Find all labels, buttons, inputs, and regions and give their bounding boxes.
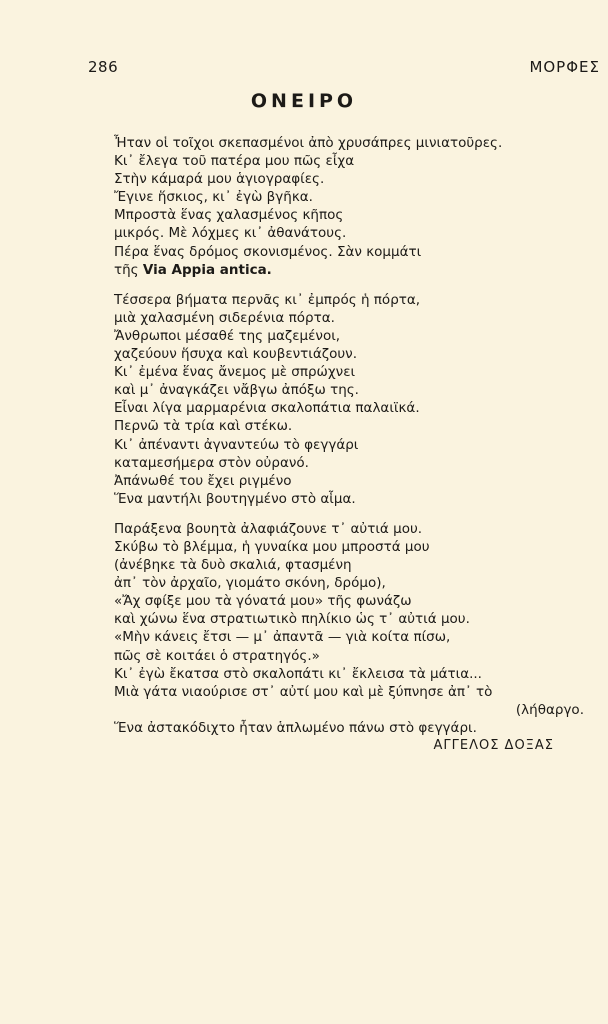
poem-line: Σκύβω τὸ βλέμμα, ἡ γυναίκα μου μπροστά μου: [114, 538, 430, 555]
poem-line: Παράξενα βουητὰ ἀλαφιάζουνε τ᾿ αὐτιά μου.: [114, 520, 423, 537]
stanza-1: [114, 134, 584, 279]
poem-line: Ἔγινε ἥσκιος, κι᾿ ἐγὼ βγῆκα.: [114, 189, 313, 206]
poem-line: «Ἄχ σφίξε μου τὰ γόνατά μου» τῆς φωνάζω: [114, 593, 412, 610]
via-appia-bold: Via Appia antica.: [142, 261, 272, 278]
poem-line: μιὰ χαλασμένη σιδερένια πόρτα.: [114, 309, 335, 326]
poem-line: Ἀπάνωθέ του ἔχει ριγμένο: [114, 472, 292, 489]
poem-line: Μπροστὰ ἕνας χαλασμένος κῆπος: [114, 207, 344, 224]
poem-line: μικρός. Μὲ λόχμες κι᾿ ἀθανάτους.: [114, 225, 347, 242]
poem-line: «Μὴν κάνεις ἔτσι — μ᾿ ἀπαντᾶ — γιὰ κοίτα πίσω,: [114, 629, 451, 646]
poem-line-continuation: (λήθαργο.: [515, 701, 584, 718]
poem-line: Κι᾿ ἐμένα ἕνας ἄνεμος μὲ σπρώχνει: [114, 364, 356, 381]
poem-line: (ἀνέβηκε τὰ δυὸ σκαλιά, φτασμένη: [114, 557, 352, 574]
poem-line: χαζεύουν ἥσυχα καὶ κουβεντιάζουν.: [114, 346, 357, 363]
poem-line: Πέρα ἕνας δρόμος σκονισμένος. Σὰν κομμάτι: [114, 243, 422, 260]
poem-line: Ἦταν οἱ τοῖχοι σκεπασμένοι ἀπὸ χρυσάπρες μινιατοῦρες.: [114, 135, 503, 151]
poem-line: [114, 261, 584, 279]
poem-line: Κι᾿ ἔλεγα τοῦ πατέρα μου πῶς εἶχα: [114, 153, 355, 170]
poem-line: Τέσσερα βήματα περνᾶς κι᾿ ἐμπρός ἡ πόρτα,: [114, 291, 421, 308]
running-head: ΜΟΡΦΕΣ: [529, 58, 600, 76]
poem-line: Ἄνθρωποι μέσαθέ της μαζεμένοι,: [114, 327, 341, 344]
poem-line: Στὴν κάμαρά μου ἁγιογραφίες.: [114, 171, 325, 188]
poem-line: πῶς σὲ κοιτάει ὁ στρατηγός.»: [114, 647, 320, 664]
poem-line: Ἕνα ἀστακόδιχτο ἦταν ἁπλωμένο πάνω στὸ φεγγάρι.: [114, 719, 477, 736]
page-number: 286: [88, 58, 119, 76]
poem-line: καὶ μ᾿ ἀναγκάζει νἄβγω ἀπόξω της.: [114, 382, 359, 399]
author-signature: ΑΓΓΕΛΟΣ ΔΟΞΑΣ: [433, 738, 554, 753]
poem-line: καταμεσήμερα στὸν οὐρανό.: [114, 454, 309, 471]
poem-line: Κι᾿ ἀπέναντι ἀγναντεύω τὸ φεγγάρι: [114, 436, 359, 453]
stanza-3: [114, 520, 584, 755]
poem-title: ΟΝΕΙΡΟ: [250, 90, 358, 112]
stanza-2: [114, 291, 584, 508]
poem-line: καὶ χώνω ἕνα στρατιωτικὸ πηλίκιο ὡς τ᾿ αὐτιά μου.: [114, 611, 470, 628]
line-prefix: τῆς: [114, 261, 143, 278]
poem-line: Μιὰ γάτα νιαούρισε στ᾿ αὐτί μου καὶ μὲ ξύπνησε ἀπ᾿ τὸ: [114, 683, 493, 700]
poem-line: Περνῶ τὰ τρία καὶ στέκω.: [114, 418, 293, 435]
poem-line: Ἕνα μαντήλι βουτηγμένο στὸ αἷμα.: [114, 490, 356, 507]
poem-line: Εἶναι λίγα μαρμαρένια σκαλοπάτια παλαιϊκά.: [114, 400, 420, 417]
poem-line: Κι᾿ ἐγὼ ἔκατσα στὸ σκαλοπάτι κι᾿ ἔκλεισα τὰ μάτια...: [114, 665, 482, 682]
poem-line: ἀπ᾿ τὸν ἀρχαῖο, γιομάτο σκόνη, δρόμο),: [114, 575, 386, 592]
poem-body: [114, 134, 584, 767]
